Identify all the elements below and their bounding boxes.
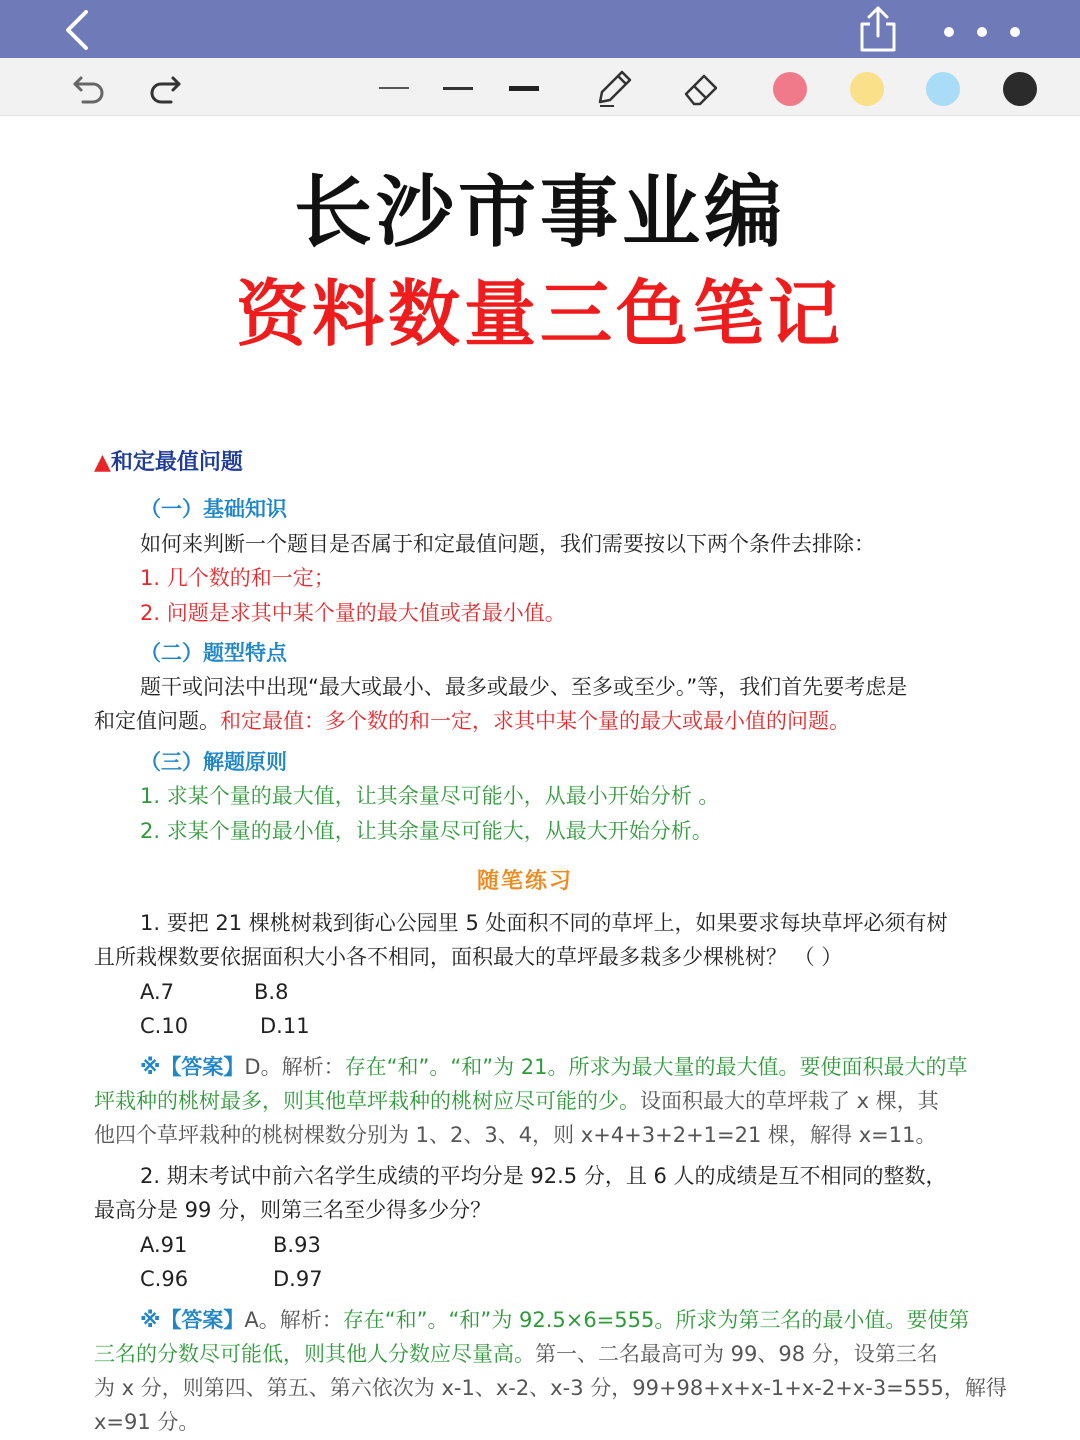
stroke-thick-button[interactable]	[502, 64, 546, 112]
answer-working: x=91 分。	[94, 1410, 200, 1434]
answer-working: 设面积最大的草坪栽了 x 棵，其	[640, 1089, 939, 1113]
answer-text	[140, 1050, 1020, 1084]
question-text: 2. 期末考试中前六名学生成绩的平均分是 92.5 分，且 6 人的成绩是互不相同的整数，	[140, 1164, 947, 1188]
section-heading-text: 和定最值问题	[110, 450, 243, 475]
answer-intro: D。解析：	[244, 1055, 345, 1079]
option-c: C.10	[140, 1014, 189, 1038]
answer-text	[94, 1337, 974, 1371]
color-swatch-red[interactable]	[773, 72, 807, 106]
answer-analysis: 存在“和”。“和”为 21。所求为最大量的最大值。要使面积最大的草	[344, 1055, 968, 1079]
doc-subtitle: 资料数量三色笔记	[235, 271, 844, 356]
paragraph-text	[94, 704, 974, 738]
heading-question-features: （二）题型特点	[140, 641, 287, 665]
question-text: 1. 要把 21 棵桃树栽到街心公园里 5 处面积不同的草坪上，如果要求每块草坪必须有树	[140, 911, 948, 935]
color-swatch-blue[interactable]	[926, 72, 960, 106]
list-item: 1. 求某个量的最大值，让其余量尽可能小，从最小开始分析 。	[140, 784, 720, 808]
eraser-tool-button[interactable]	[678, 64, 726, 112]
answer-marker: ※【答案】	[140, 1308, 245, 1332]
answer-intro: A。解析：	[244, 1308, 343, 1332]
stroke-medium-icon	[443, 87, 473, 90]
color-swatch-yellow[interactable]	[850, 72, 884, 106]
option-b: B.8	[254, 980, 289, 1004]
answer-analysis: 存在“和”。“和”为 92.5×6=555。所求为第三名的最小值。要使第	[342, 1308, 970, 1332]
answer-working: 他四个草坪栽种的桃树棵数分别为 1、2、3、4，则 x+4+3+2+1=21 棵，解得 x=11。	[94, 1123, 937, 1147]
chevron-left-icon[interactable]	[58, 8, 98, 52]
answer-analysis: 三名的分数尽可能低，则其他人分数应尽量高。	[94, 1342, 535, 1366]
section-heading	[94, 446, 974, 480]
redo-icon	[145, 68, 185, 108]
app-top-bar	[0, 0, 1080, 58]
redo-button[interactable]	[142, 64, 188, 112]
heading-solving-principles: （三）解题原则	[140, 750, 287, 774]
stroke-medium-button[interactable]	[436, 64, 480, 112]
paragraph-text: 如何来判断一个题目是否属于和定最值问题，我们需要按以下两个条件去排除：	[140, 532, 875, 556]
doc-title: 长沙市事业编	[293, 167, 786, 258]
pencil-icon	[592, 66, 636, 110]
question-text: 最高分是 99 分，则第三名至少得多少分？	[94, 1198, 492, 1222]
color-swatch-black[interactable]	[1003, 72, 1037, 106]
stroke-thick-icon	[509, 86, 539, 91]
undo-button[interactable]	[66, 64, 112, 112]
option-a: A.7	[140, 980, 175, 1004]
answer-working: 为 x 分，则第四、第五、第六依次为 x-1、x-2、x-3 分，99+98+x+x-1+x-2+x-3=555，解得	[94, 1376, 1007, 1400]
stroke-thin-icon	[379, 87, 409, 89]
undo-icon	[69, 68, 109, 108]
stroke-thin-button[interactable]	[372, 64, 416, 112]
option-d: D.97	[273, 1267, 323, 1291]
option-d: D.11	[260, 1014, 310, 1038]
list-item: 1. 几个数的和一定；	[140, 566, 335, 590]
heading-basic-knowledge: （一）基础知识	[140, 497, 287, 521]
more-dots-icon[interactable]	[935, 22, 1027, 42]
triangle-marker-icon: ▲	[94, 450, 111, 475]
eraser-icon	[680, 66, 724, 110]
answer-working: 第一、二名最高可为 99、98 分，设第三名	[535, 1342, 938, 1366]
answer-text	[94, 1084, 974, 1118]
option-c: C.96	[140, 1267, 189, 1291]
share-icon[interactable]	[856, 4, 900, 54]
answer-marker: ※【答案】	[140, 1055, 245, 1079]
definition-text: 和定最值：多个数的和一定，求其中某个量的最大或最小值的问题。	[220, 709, 850, 733]
list-item: 2. 问题是求其中某个量的最大值或者最小值。	[140, 601, 566, 625]
paragraph-text: 题干或问法中出现“最大或最小、最多或最少、至多或至少。”等，我们首先要考虑是	[140, 675, 908, 699]
option-a: A.91	[140, 1233, 188, 1257]
answer-text	[140, 1303, 1020, 1337]
list-item: 2. 求某个量的最小值，让其余量尽可能大，从最大开始分析。	[140, 819, 713, 843]
option-b: B.93	[273, 1233, 321, 1257]
question-text: 且所栽棵数要依据面积大小各不相同，面积最大的草坪最多栽多少棵桃树？ （ ）	[94, 945, 843, 969]
answer-analysis: 坪栽种的桃树最多，则其他草坪栽种的桃树应尽可能的少。	[94, 1089, 640, 1113]
pen-tool-button[interactable]	[590, 64, 638, 112]
practice-heading: 随笔练习	[476, 869, 573, 894]
paragraph-text-part: 和定值问题。	[94, 709, 220, 733]
